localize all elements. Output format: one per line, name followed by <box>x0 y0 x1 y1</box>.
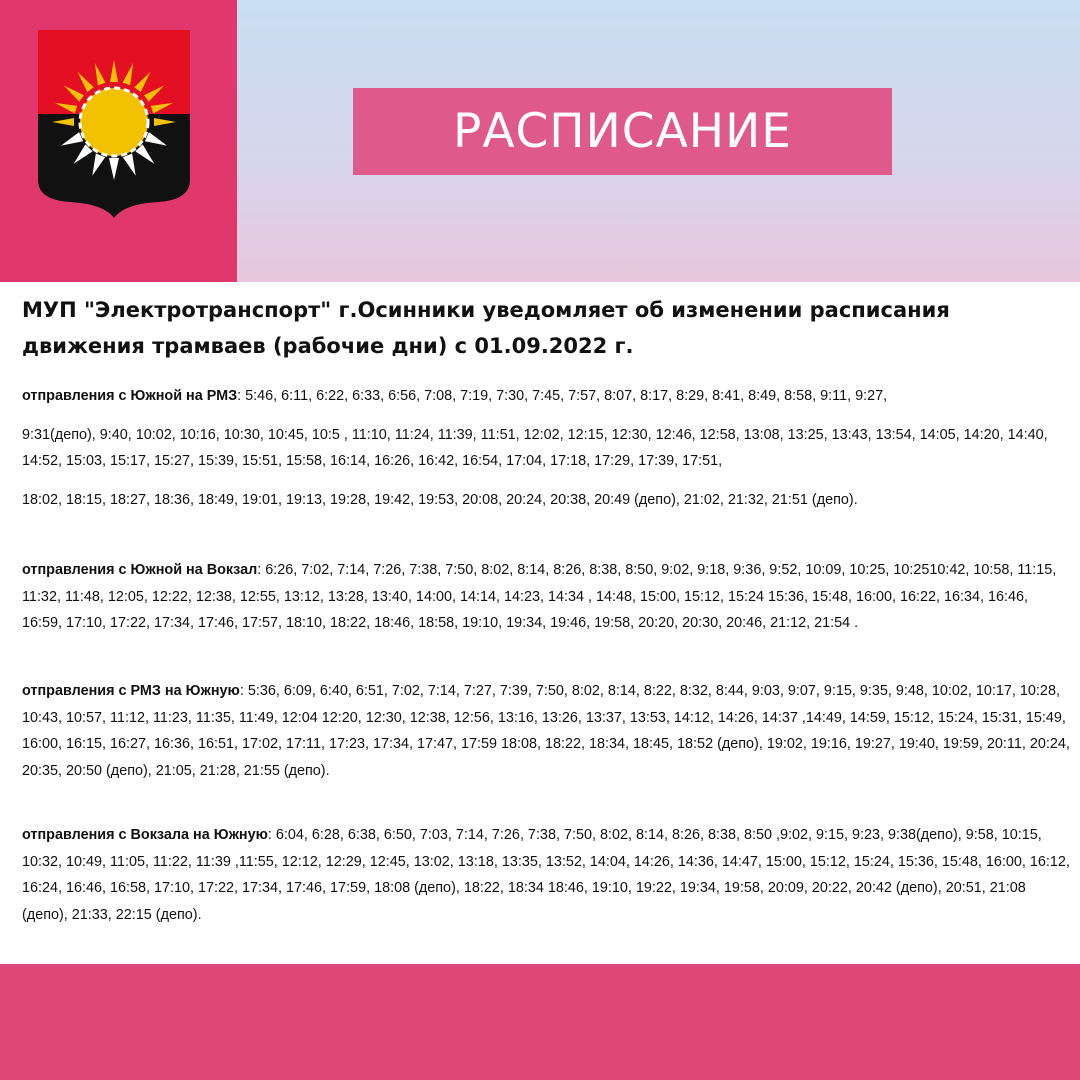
schedule-section-yuzhnaya-rmz <box>22 383 1072 513</box>
section-label: отправления с Южной на Вокзал <box>22 562 258 578</box>
line-gap <box>22 475 1072 487</box>
section-times-line-2: 9:31(депо), 9:40, 10:02, 10:16, 10:30, 10:45, 10:5 , 11:10, 11:24, 11:39, 11:51, 12:02, 12:15, 12:30, 12:46, 12:58, 13:08, 13:25, 13:43, 13:54, 14:05, 14:20, 14:40, 14:52, 15:03, 15:17, 15:27, 15:39, 15:51, 15:58, 16:14, 16:26, 16:42, 16:54, 17:04, 17:18, 17:29, 17:39, 17:51, <box>22 426 1048 469</box>
title-banner <box>353 88 892 175</box>
section-times-line-1: : 5:46, 6:11, 6:22, 6:33, 6:56, 7:08, 7:19, 7:30, 7:45, 7:57, 8:07, 8:17, 8:29, 8:41, 8:49, 8:58, 9:11, 9:27, <box>237 388 888 404</box>
announcement-text: МУП "Электротранспорт" г.Осинники уведомляет об изменении расписания движения трамваев (рабочие дни) с 01.09.2022 г. <box>22 298 950 358</box>
section-times: : 5:36, 6:09, 6:40, 6:51, 7:02, 7:14, 7:27, 7:39, 7:50, 8:02, 8:14, 8:22, 8:32, 8:44, 9:03, 9:07, 9:15, 9:35, 9:48, 10:02, 10:17, 10:28, 10:43, 10:57, 11:12, 11:23, 11:35, 11:49, 12:04 12:20, 12:30, 12:38, 12:56, 13:16, 13:26, 13:37, 13:53, 14:12, 14:26, 14:37 ,14:49, 14:59, 15:12, 15:24, 15:31, 15:49, 16:00, 16:15, 16:27, 16:36, 16:51, 17:02, 17:11, 17:23, 17:34, 17:47, 17:59 18:08, 18:22, 18:34, 18:45, 18:52 (депо), 19:02, 19:16, 19:27, 19:40, 19:59, 20:11, 20:24, 20:35, 20:50 (депо), 21:05, 21:28, 21:55 (депо). <box>22 683 1070 779</box>
schedule-section-yuzhnaya-vokzal <box>22 557 1072 637</box>
section-times-line-3: 18:02, 18:15, 18:27, 18:36, 18:49, 19:01, 19:13, 19:28, 19:42, 19:53, 20:08, 20:24, 20:38, 20:49 (депо), 21:02, 21:32, 21:51 (депо). <box>22 491 858 508</box>
line-gap <box>22 410 1072 422</box>
coat-of-arms-icon <box>38 30 190 218</box>
schedule-section-rmz-yuzhnaya <box>22 678 1072 784</box>
section-times: : 6:26, 7:02, 7:14, 7:26, 7:38, 7:50, 8:02, 8:14, 8:26, 8:38, 8:50, 9:02, 9:18, 9:36, 9:52, 10:09, 10:25, 10:2510:42, 10:58, 11:15, 11:32, 11:48, 12:05, 12:22, 12:38, 12:55, 13:12, 13:28, 13:40, 14:00, 14:14, 14:23, 14:34 , 14:48, 15:00, 15:12, 15:24 15:36, 15:48, 16:00, 16:22, 16:34, 16:46, 16:59, 17:10, 17:22, 17:34, 17:46, 17:57, 18:10, 18:22, 18:46, 18:58, 19:10, 19:34, 19:46, 19:58, 20:20, 20:30, 20:46, 21:12, 21:54 . <box>22 562 1057 631</box>
logo-panel <box>0 0 237 282</box>
schedule-content <box>0 282 1080 964</box>
section-label: отправления с Южной на РМЗ <box>22 388 238 404</box>
section-label: отправления с РМЗ на Южную <box>22 683 240 699</box>
page-title: РАСПИСАНИЕ <box>453 104 792 159</box>
schedule-section-vokzal-yuzhnaya <box>22 822 1072 928</box>
section-times: : 6:04, 6:28, 6:38, 6:50, 7:03, 7:14, 7:26, 7:38, 7:50, 8:02, 8:14, 8:26, 8:38, 8:50 ,9:02, 9:15, 9:23, 9:38(депо), 9:58, 10:15, 10:32, 10:49, 11:05, 11:22, 11:39 ,11:55, 12:12, 12:29, 12:45, 13:02, 13:18, 13:35, 13:52, 14:04, 14:26, 14:36, 14:47, 15:00, 15:12, 15:24, 15:36, 15:48, 16:00, 16:12, 16:24, 16:46, 16:58, 17:10, 17:22, 17:34, 17:46, 17:59, 18:08 (депо), 18:22, 18:34 18:46, 19:10, 19:22, 19:34, 19:58, 20:09, 20:22, 20:42 (депо), 20:51, 21:08 (депо), 21:33, 22:15 (депо). <box>22 827 1070 923</box>
footer-band <box>0 964 1080 1080</box>
section-label: отправления с Вокзала на Южную <box>22 827 268 843</box>
